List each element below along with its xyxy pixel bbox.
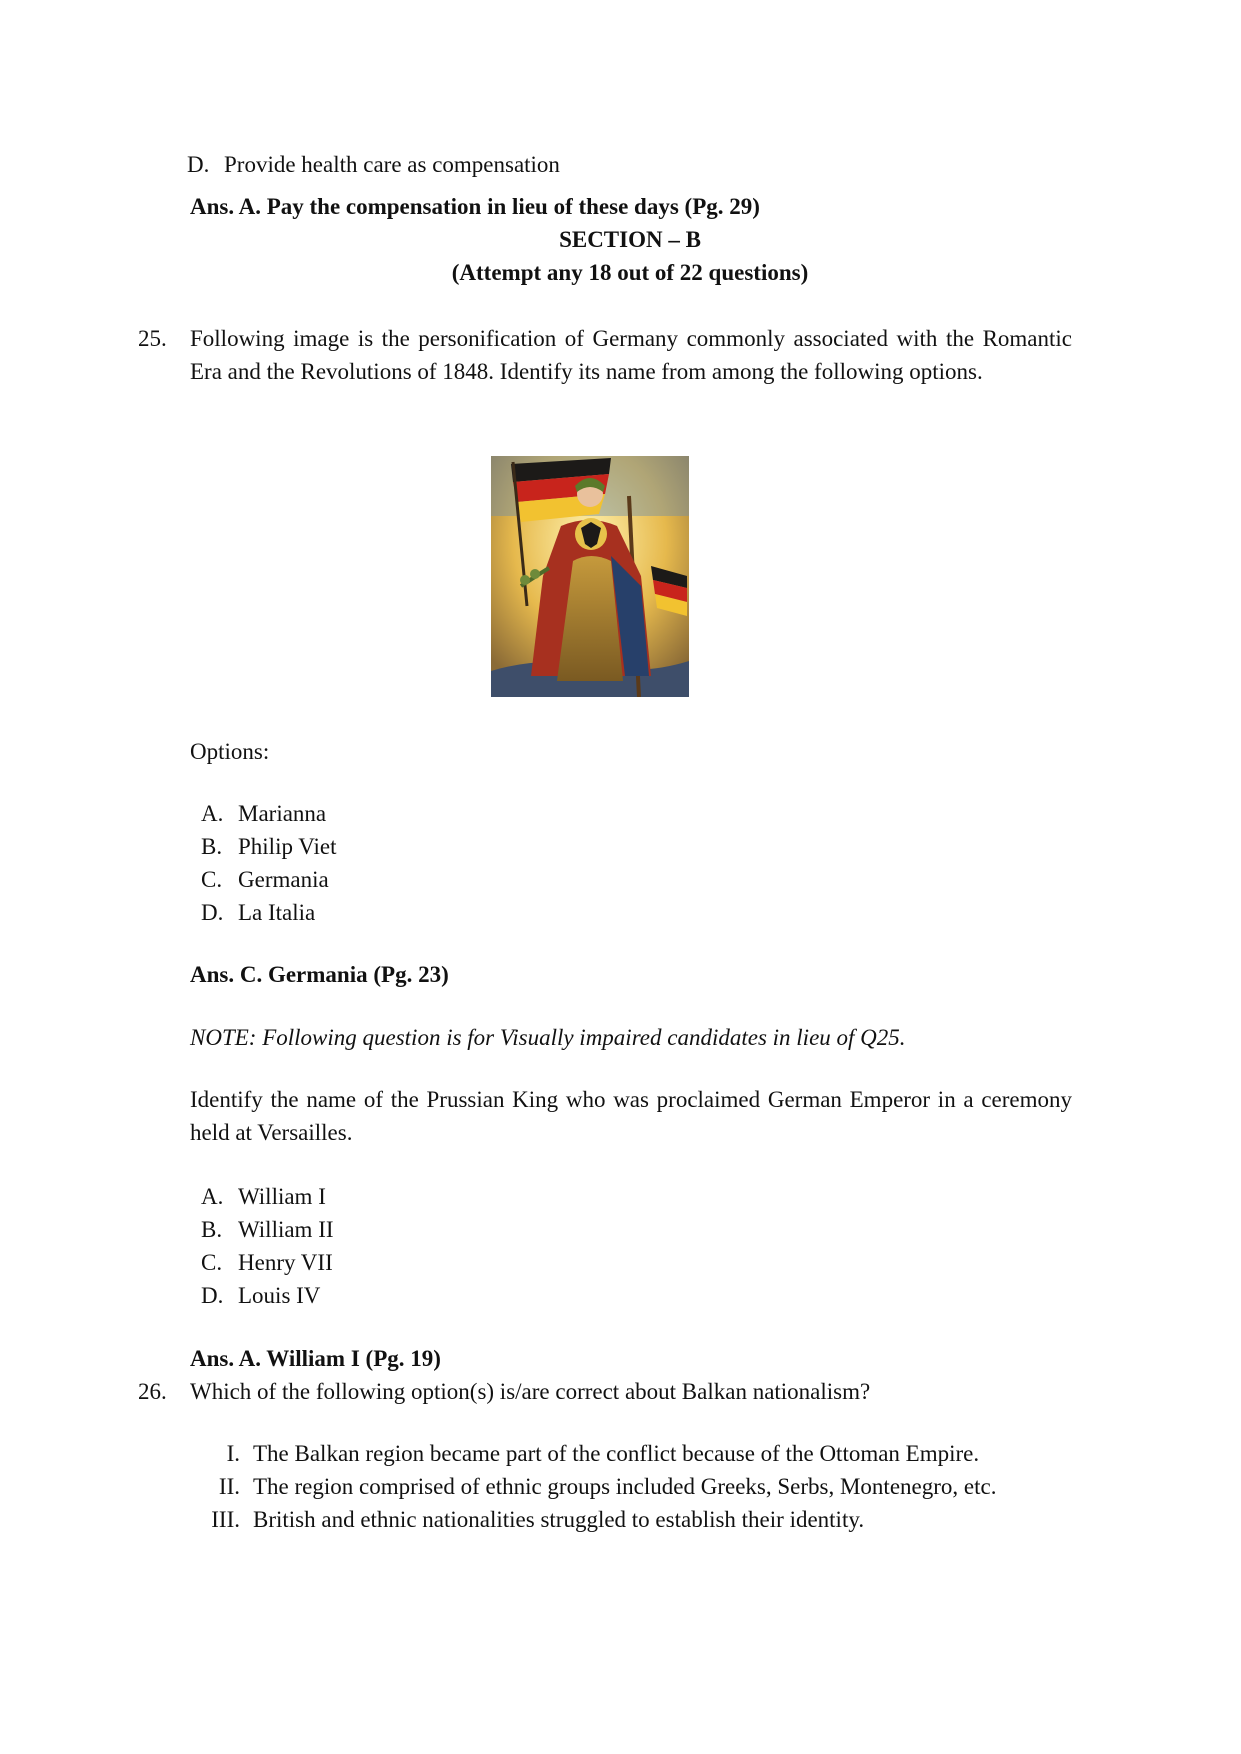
- statement-numeral: III.: [211, 1507, 240, 1532]
- germania-painting: [491, 456, 689, 697]
- option-text: Germania: [238, 867, 329, 892]
- section-title: SECTION – B: [559, 227, 701, 252]
- option-letter: D.: [187, 152, 210, 177]
- list-item: [201, 863, 329, 896]
- statement-numeral: II.: [218, 1474, 240, 1499]
- option-text: William I: [238, 1184, 326, 1209]
- q25-answer: Ans. C. Germania (Pg. 23): [190, 962, 449, 987]
- list-item: [200, 1437, 979, 1470]
- option-text: Philip Viet: [238, 834, 337, 859]
- q25-options-label: Options:: [190, 739, 270, 764]
- list-item: [201, 896, 315, 929]
- list-item: [201, 1279, 320, 1312]
- statement-text: The region comprised of ethnic groups included Greeks, Serbs, Montenegro, etc.: [253, 1474, 997, 1499]
- statement-text: The Balkan region became part of the conflict because of the Ottoman Empire.: [253, 1441, 980, 1466]
- vi-note: NOTE: Following question is for Visually impaired candidates in lieu of Q25.: [190, 1025, 906, 1050]
- prev-option-d: [187, 148, 560, 181]
- option-text: Louis IV: [238, 1283, 321, 1308]
- statement-text: British and ethnic nationalities struggled to establish their identity.: [253, 1507, 865, 1532]
- q25-text: Following image is the personification of Germany commonly associated with the Romantic Era and the Revolutions of 1848. Identify its name from among the following options.: [190, 326, 1072, 384]
- list-item: [200, 1503, 864, 1536]
- germania-illustration: [491, 456, 689, 697]
- option-text: Henry VII: [238, 1250, 333, 1275]
- list-item: [201, 797, 326, 830]
- list-item: [201, 1246, 333, 1279]
- option-letter: D.: [201, 1283, 224, 1308]
- vi-answer: Ans. A. William I (Pg. 19): [190, 1346, 441, 1371]
- option-letter: D.: [201, 900, 224, 925]
- list-item: [200, 1470, 996, 1503]
- option-text: Provide health care as compensation: [224, 152, 560, 177]
- prev-answer: Ans. A. Pay the compensation in lieu of these days (Pg. 29): [190, 194, 760, 219]
- vi-question-text: Identify the name of the Prussian King who was proclaimed German Emperor in a ceremony held at Versailles.: [190, 1087, 1072, 1145]
- list-item: [201, 830, 337, 863]
- option-letter: A.: [201, 801, 224, 826]
- list-item: [201, 1213, 334, 1246]
- q25-number: 25.: [138, 326, 167, 351]
- option-text: La Italia: [238, 900, 316, 925]
- option-text: Marianna: [238, 801, 327, 826]
- list-item: [201, 1180, 326, 1213]
- q26-text: Which of the following option(s) is/are correct about Balkan nationalism?: [190, 1379, 871, 1404]
- option-letter: C.: [201, 867, 223, 892]
- statement-numeral: I.: [226, 1441, 240, 1466]
- q26-number: 26.: [138, 1379, 167, 1404]
- option-text: William II: [238, 1217, 334, 1242]
- option-letter: B.: [201, 834, 223, 859]
- option-letter: B.: [201, 1217, 223, 1242]
- option-letter: A.: [201, 1184, 224, 1209]
- section-instruction: (Attempt any 18 out of 22 questions): [451, 260, 809, 285]
- option-letter: C.: [201, 1250, 223, 1275]
